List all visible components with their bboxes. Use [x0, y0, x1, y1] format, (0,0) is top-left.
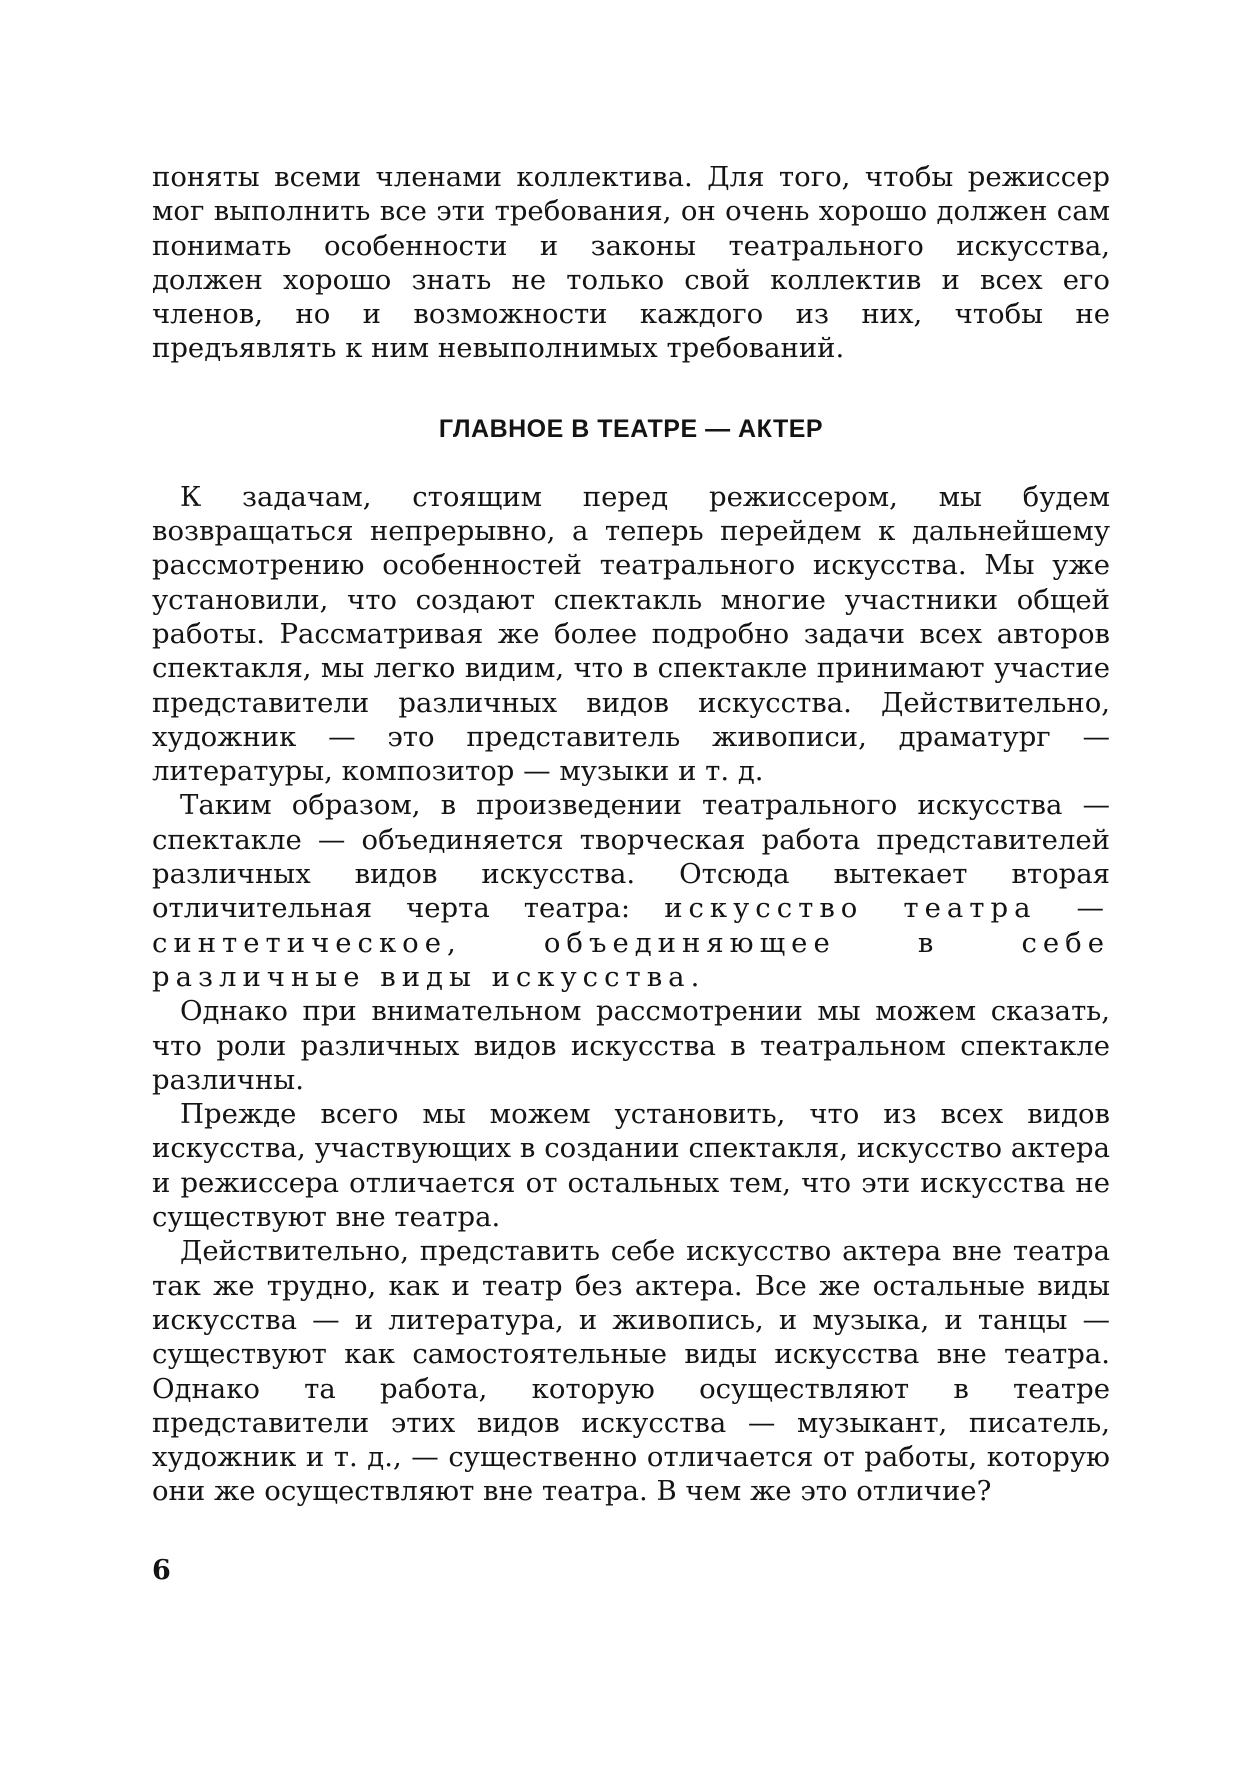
synthetic-definition-emphasis: искусство театра — синтетическое, объединяющее в себе различные виды искусства. [152, 892, 1111, 993]
paragraph-1: К задачам, стоящим перед режиссером, мы будем возвращаться непрерывно, а теперь перейдем к дальнейшему рассмотрению особенностей театрального искусства. Мы уже установили, что создают спектакль многие участники общей работы. Рассматривая же более подробно задачи всех авторов спектакля, мы легко видим, что в спектакле принимают участие представители различных видов искусства. Действительно, художник — это представитель живописи, драматург — литературы, композитор — музыки и т. д. [152, 480, 1110, 788]
paragraph-5: Действительно, представить себе искусство актера вне театра так же трудно, как и театр без актера. Все же остальные виды искусства — и литература, и живопись, и музыка, и танцы — существуют как самостоятельные виды искусства вне театра. Однако та работа, которую осуществляют в театре представители этих видов искусства — музыкант, писатель, художник и т. д., — существенно отличается от работы, которую они же осуществляют вне театра. В чем же это отличие? [152, 1235, 1110, 1508]
paragraph-2-text: Таким образом, в произведении театрального искусства — спектакле — объединяется творческая работа представителей различных видов искусства. Отсюда вытекает вторая отличительная черта театра: [152, 789, 1110, 925]
paragraph-3: Однако при внимательном рассмотрении мы можем сказать, что роли различных видов искусства в театральном спектакле различны. [152, 995, 1110, 1096]
paragraph-2 [152, 788, 1110, 994]
page-number: 6 [152, 1555, 171, 1586]
paragraph-4: Прежде всего мы можем установить, что из всех видов искусства, участвующих в создании спектакля, искусство актера и режиссера отличается от остальных тем, что эти искусства не существуют вне театра. [152, 1098, 1110, 1234]
section-heading: ГЛАВНОЕ В ТЕАТРЕ — АКТЕР [438, 414, 824, 443]
intro-paragraph: поняты всеми членами коллектива. Для того, чтобы режиссер мог выполнить все эти требования, он очень хорошо должен сам понимать особенности и законы театрального искусства, должен хорошо знать не только свой коллектив и всех его членов, но и возможности каждого из них, чтобы не предъявлять к ним невыполнимых требований. [152, 161, 1110, 365]
book-page [152, 160, 1110, 1509]
